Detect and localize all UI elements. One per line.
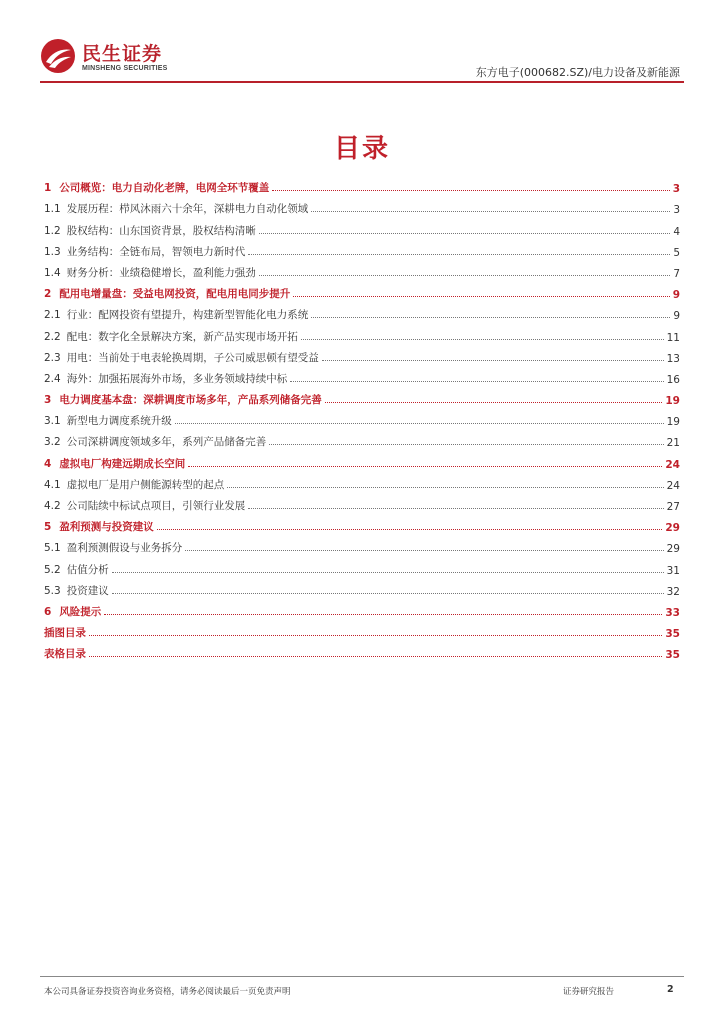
toc-leader-dots [104, 614, 662, 615]
toc-leader-dots [175, 423, 664, 424]
toc-entry-page: 4 [673, 225, 680, 238]
toc-entry-text: 插图目录 [44, 627, 86, 640]
toc-entry-label [44, 223, 256, 238]
toc-entry[interactable] [44, 322, 680, 343]
toc-entry-label [44, 329, 298, 344]
toc-entry-page: 3 [673, 204, 680, 217]
toc-leader-dots [112, 572, 664, 573]
toc-entry-text: 风险提示 [59, 605, 102, 618]
toc-entry-label [44, 625, 86, 640]
toc-entry-page: 35 [665, 649, 680, 662]
toc-title: 目录 [333, 134, 390, 164]
toc-leader-dots [311, 317, 670, 318]
toc-entry-number: 1 [44, 182, 52, 195]
toc-entry-page: 24 [665, 458, 680, 471]
company-sector-label: 东方电子(000682.SZ)/电力设备及新能源 [475, 66, 680, 79]
toc-entry[interactable] [44, 216, 680, 237]
toc-entry-number: 1.2 [44, 224, 61, 237]
toc-entry-page: 21 [666, 437, 680, 450]
toc-entry-text: 财务分析：业绩稳健增长，盈利能力强劲 [66, 266, 256, 279]
toc-entry[interactable] [44, 238, 680, 259]
toc-entry-label [44, 307, 308, 322]
toc-entry-number: 4 [44, 457, 52, 470]
toc-entry[interactable] [44, 365, 680, 386]
toc-entry-page: 19 [666, 416, 680, 429]
toc-entry-number: 5.3 [44, 584, 61, 597]
toc-leader-dots [259, 275, 671, 276]
toc-entry-label [44, 434, 266, 449]
toc-entry-text: 新型电力调度系统升级 [66, 415, 172, 428]
toc-entry-page: 3 [672, 183, 680, 196]
toc-leader-dots [89, 656, 662, 657]
brand-name-en: MINSHENG SECURITIES [82, 65, 168, 72]
toc-entry-label [44, 540, 182, 555]
toc-entry[interactable] [44, 492, 680, 513]
toc-leader-dots [269, 444, 663, 445]
toc-entry-text: 投资建议 [66, 584, 109, 597]
toc-entry-label [44, 286, 290, 301]
toc-entry[interactable] [44, 174, 680, 195]
toc-entry-page: 24 [666, 479, 680, 492]
footer-page-number: 2 [667, 984, 674, 995]
toc-entry-text: 配用电增量盘：受益电网投资，配电用电同步提升 [59, 288, 291, 301]
toc-entry-text: 发展历程：栉风沐雨六十余年，深耕电力自动化领域 [66, 203, 309, 216]
toc-entry-text: 估值分析 [66, 563, 109, 576]
toc-entry-text: 海外：加强拓展海外市场，多业务领域持续中标 [66, 372, 288, 385]
toc-leader-dots [89, 635, 662, 636]
toc-entry-page: 31 [666, 564, 680, 577]
toc-entry-text: 公司概览：电力自动化老牌，电网全环节覆盖 [59, 182, 270, 195]
table-of-contents [44, 174, 680, 661]
toc-entry-text: 业务结构：全链布局，智领电力新时代 [66, 245, 246, 258]
toc-entry-text: 配电：数字化全景解决方案，新产品实现市场开拓 [66, 330, 298, 343]
toc-entry[interactable] [44, 555, 680, 576]
toc-leader-dots [112, 593, 664, 594]
toc-entry[interactable] [44, 449, 680, 470]
toc-entry-text: 虚拟电厂是用户侧能源转型的起点 [66, 478, 225, 491]
toc-entry[interactable] [44, 259, 680, 280]
toc-entry-page: 27 [666, 501, 680, 513]
toc-entry-number: 4.2 [44, 500, 61, 512]
toc-entry-number: 2.2 [44, 330, 61, 343]
toc-entry-page: 35 [665, 628, 680, 641]
toc-entry-number: 3 [44, 394, 52, 407]
toc-entry-label [44, 244, 245, 259]
toc-entry-number: 4.1 [44, 478, 61, 491]
toc-entry-page: 9 [672, 289, 680, 302]
toc-entry-text: 公司深耕调度领域多年，系列产品储备完善 [66, 436, 267, 449]
toc-entry-text: 虚拟电厂构建远期成长空间 [59, 457, 186, 470]
toc-entry[interactable] [44, 471, 680, 492]
toc-entry-label [44, 583, 109, 598]
toc-entry-label [44, 562, 109, 577]
toc-entry-text: 用电：当前处于电表轮换周期，子公司威思顿有望受益 [66, 351, 319, 364]
toc-leader-dots [227, 487, 663, 488]
toc-entry-number: 3.1 [44, 415, 61, 428]
toc-entry-number: 5.1 [44, 542, 61, 555]
toc-leader-dots [293, 296, 669, 297]
toc-entry-label [44, 392, 322, 407]
toc-leader-dots [301, 339, 664, 340]
toc-entry-label [44, 350, 319, 365]
toc-entry[interactable] [44, 619, 680, 640]
toc-leader-dots [290, 381, 663, 382]
toc-entry-number: 2.4 [44, 372, 61, 385]
toc-leader-dots [325, 402, 663, 403]
toc-entry-number: 3.2 [44, 436, 61, 449]
toc-entry[interactable] [44, 577, 680, 598]
toc-entry-label [44, 201, 308, 216]
toc-entry-number: 6 [44, 605, 52, 618]
toc-entry[interactable] [44, 640, 680, 661]
footer-doc-type: 证券研究报告 [563, 987, 615, 997]
toc-entry-text: 行业：配网投资有望提升，构建新型智能化电力系统 [66, 309, 309, 322]
toc-entry-text: 表格目录 [44, 648, 86, 661]
toc-entry-page: 7 [673, 267, 680, 280]
toc-entry[interactable] [44, 513, 680, 534]
toc-leader-dots [185, 550, 663, 551]
toc-entry-number: 1.4 [44, 266, 61, 279]
brand-name-cn: 民生证券 [82, 43, 163, 65]
toc-entry-page: 29 [666, 543, 680, 556]
toc-entry-label [44, 477, 224, 492]
toc-entry-page: 32 [666, 585, 680, 598]
toc-leader-dots [188, 466, 662, 467]
toc-entry-page: 9 [673, 310, 680, 323]
toc-entry-number: 1.1 [44, 203, 61, 216]
toc-entry[interactable] [44, 301, 680, 322]
toc-entry-label [44, 604, 101, 619]
toc-leader-dots [322, 360, 664, 361]
minsheng-logo-icon [40, 38, 76, 74]
footer-divider [40, 976, 684, 977]
toc-entry-number: 2 [44, 288, 52, 301]
toc-entry[interactable] [44, 195, 680, 216]
toc-entry-label [44, 413, 172, 428]
toc-entry-text: 盈利预测与投资建议 [59, 521, 154, 534]
toc-entry[interactable] [44, 280, 680, 301]
toc-entry-page: 11 [666, 331, 680, 344]
toc-entry-number: 2.1 [44, 309, 61, 322]
toc-entry-label [44, 180, 269, 195]
toc-entry[interactable] [44, 407, 680, 428]
toc-entry[interactable] [44, 428, 680, 449]
toc-entry-number: 5.2 [44, 563, 61, 576]
toc-entry-page: 29 [665, 522, 680, 535]
toc-entry-text: 盈利预测假设与业务拆分 [66, 542, 183, 555]
toc-leader-dots [272, 190, 669, 191]
toc-entry-page: 16 [666, 373, 680, 386]
toc-entry[interactable] [44, 344, 680, 365]
toc-entry-text: 公司陆续中标试点项目，引领行业发展 [66, 500, 246, 512]
toc-entry-label [44, 456, 185, 471]
toc-leader-dots [259, 233, 671, 234]
toc-entry-number: 1.3 [44, 245, 61, 258]
toc-entry-page: 13 [666, 352, 680, 365]
toc-leader-dots [311, 211, 670, 212]
header-divider [40, 81, 684, 83]
toc-entry-label [44, 646, 86, 661]
toc-entry-page: 5 [673, 246, 680, 259]
toc-entry[interactable] [44, 598, 680, 619]
footer-disclaimer: 本公司具备证券投资咨询业务资格，请务必阅读最后一页免责声明 [44, 987, 291, 997]
toc-entry-label [44, 519, 154, 534]
toc-leader-dots [248, 508, 663, 509]
toc-entry-text: 电力调度基本盘：深耕调度市场多年，产品系列储备完善 [59, 394, 322, 407]
toc-entry-page: 33 [665, 606, 680, 619]
toc-entry[interactable] [44, 534, 680, 555]
toc-entry-label [44, 265, 256, 280]
toc-leader-dots [157, 529, 663, 530]
toc-entry-label [44, 498, 245, 513]
toc-entry-number: 2.3 [44, 351, 61, 364]
brand-logo [40, 38, 180, 80]
toc-entry-page: 19 [665, 395, 680, 408]
toc-entry-number: 5 [44, 521, 52, 534]
toc-entry[interactable] [44, 386, 680, 407]
toc-leader-dots [248, 254, 670, 255]
toc-entry-text: 股权结构：山东国资背景，股权结构清晰 [66, 224, 256, 237]
toc-entry-label [44, 371, 287, 386]
